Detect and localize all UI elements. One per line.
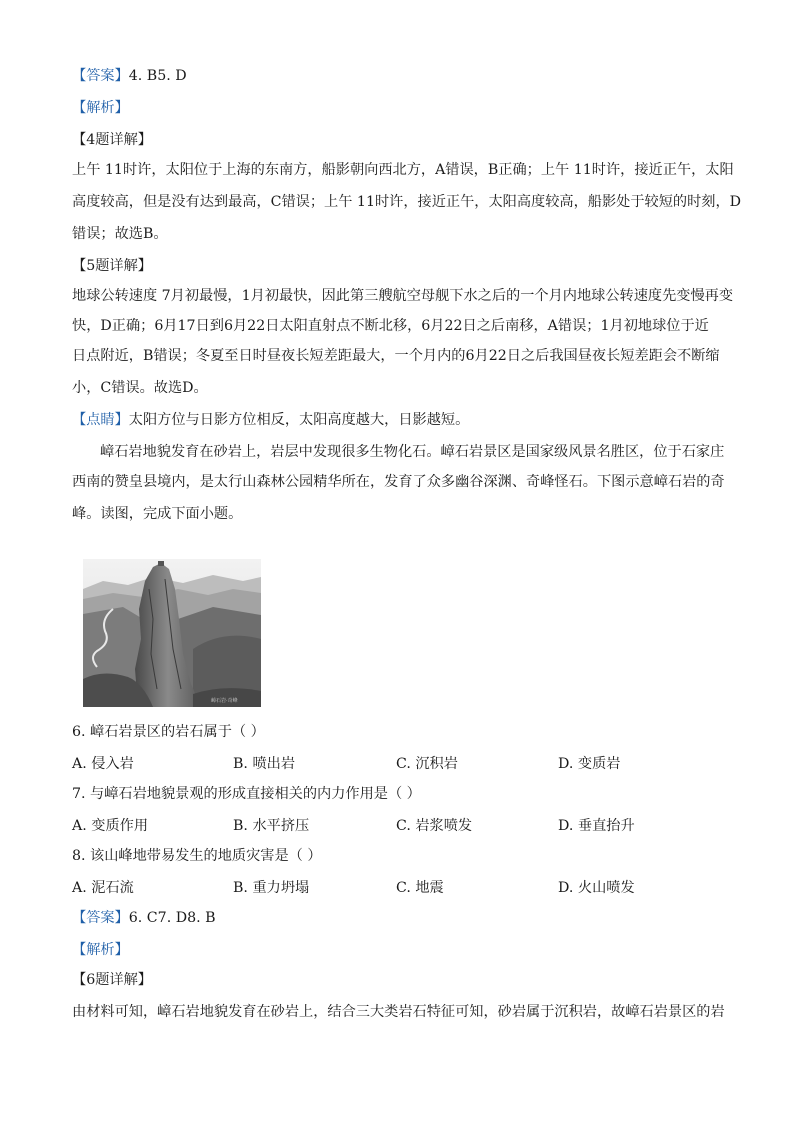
q4-explanation-line: 错误；故选B。 — [72, 226, 168, 242]
q6-option-b[interactable]: B. 喷出岩 — [233, 756, 296, 772]
q5-explanation-line: 日点附近，B错误；冬夏至日时昼夜长短差距最大，一个月内的6月22日之后我国昼夜长短差距会不断缩 — [72, 348, 720, 364]
answer-text: 4. B5. D — [128, 68, 187, 84]
q4-explanation-line: 上午 11时许，太阳位于上海的东南方，船影朝向西北方，A错误，B正确；上午 11时许，接近正午，太阳 — [72, 162, 734, 178]
q7-option-d[interactable]: D. 垂直抬升 — [558, 818, 635, 834]
q6-option-c[interactable]: C. 沉积岩 — [396, 756, 458, 772]
q6-heading: 【6题详解】 — [72, 972, 152, 988]
q8-option-c[interactable]: C. 地震 — [396, 880, 444, 896]
q7-option-b[interactable]: B. 水平挤压 — [233, 818, 310, 834]
q5-explanation-line: 地球公转速度 7月初最慢，1月初最快，因此第三艘航空母舰下水之后的一个月内地球公转速度先变慢再变 — [72, 288, 734, 304]
answer-line-4-5 — [72, 66, 732, 86]
tip-tag: 【点睛】 — [72, 412, 129, 428]
q8-option-a[interactable]: A. 泥石流 — [72, 880, 134, 896]
q6-option-d[interactable]: D. 变质岩 — [558, 756, 621, 772]
answer-tag: 【答案】 — [72, 68, 129, 84]
q6-option-a[interactable]: A. 侵入岩 — [72, 756, 134, 772]
answer-text: 6. C7. D8. B — [128, 910, 216, 926]
question-7-stem: 7. 与嶂石岩地貌景观的形成直接相关的内力作用是（ ） — [72, 786, 421, 802]
q8-option-d[interactable]: D. 火山喷发 — [558, 880, 635, 896]
answer-tag: 【答案】 — [72, 910, 129, 926]
analysis-tag: 【解析】 — [72, 100, 129, 116]
q5-explanation-line: 快，D正确；6月17日到6月22日太阳直射点不断北移，6月22日之后南移，A错误；1月初地球位于近 — [72, 318, 709, 334]
passage-line: 嶂石岩地貌发育在砂岩上，岩层中发现很多生物化石。嶂石岩景区是国家级风景名胜区，位于石家庄 — [100, 444, 725, 460]
q4-heading: 【4题详解】 — [72, 132, 152, 148]
passage-line: 西南的赞皇县境内，是太行山森林公园精华所在，发育了众多幽谷深渊、奇峰怪石。下图示意嶂石岩的奇 — [72, 474, 725, 490]
question-8-stem: 8. 该山峰地带易发生的地质灾害是（ ） — [72, 848, 322, 864]
answer-line-6-8 — [72, 908, 732, 928]
q4-explanation-line: 高度较高，但是没有达到最高，C错误；上午 11时许，接近正午，太阳高度较高，船影处于较短的时刻，D — [72, 194, 742, 210]
passage-line: 峰。读图，完成下面小题。 — [72, 506, 243, 522]
q5-explanation-line: 小，C错误。故选D。 — [72, 380, 208, 396]
question-6-stem: 6. 嶂石岩景区的岩石属于（ ） — [72, 724, 265, 740]
analysis-tag: 【解析】 — [72, 942, 129, 958]
q8-option-b[interactable]: B. 重力坍塌 — [233, 880, 310, 896]
rock-peak-photo — [83, 559, 261, 707]
q5-heading: 【5题详解】 — [72, 258, 152, 274]
q7-option-c[interactable]: C. 岩浆喷发 — [396, 818, 473, 834]
q7-option-a[interactable]: A. 变质作用 — [72, 818, 149, 834]
q6-explanation-line: 由材料可知，嶂石岩地貌发育在砂岩上，结合三大类岩石特征可知，砂岩属于沉积岩，故嶂石岩景区的岩 — [72, 1004, 725, 1020]
tip-line — [72, 410, 732, 430]
tip-text: 太阳方位与日影方位相反，太阳高度越大，日影越短。 — [128, 412, 470, 428]
photo-watermark: 嶂石岩·奇峰 — [211, 698, 238, 704]
